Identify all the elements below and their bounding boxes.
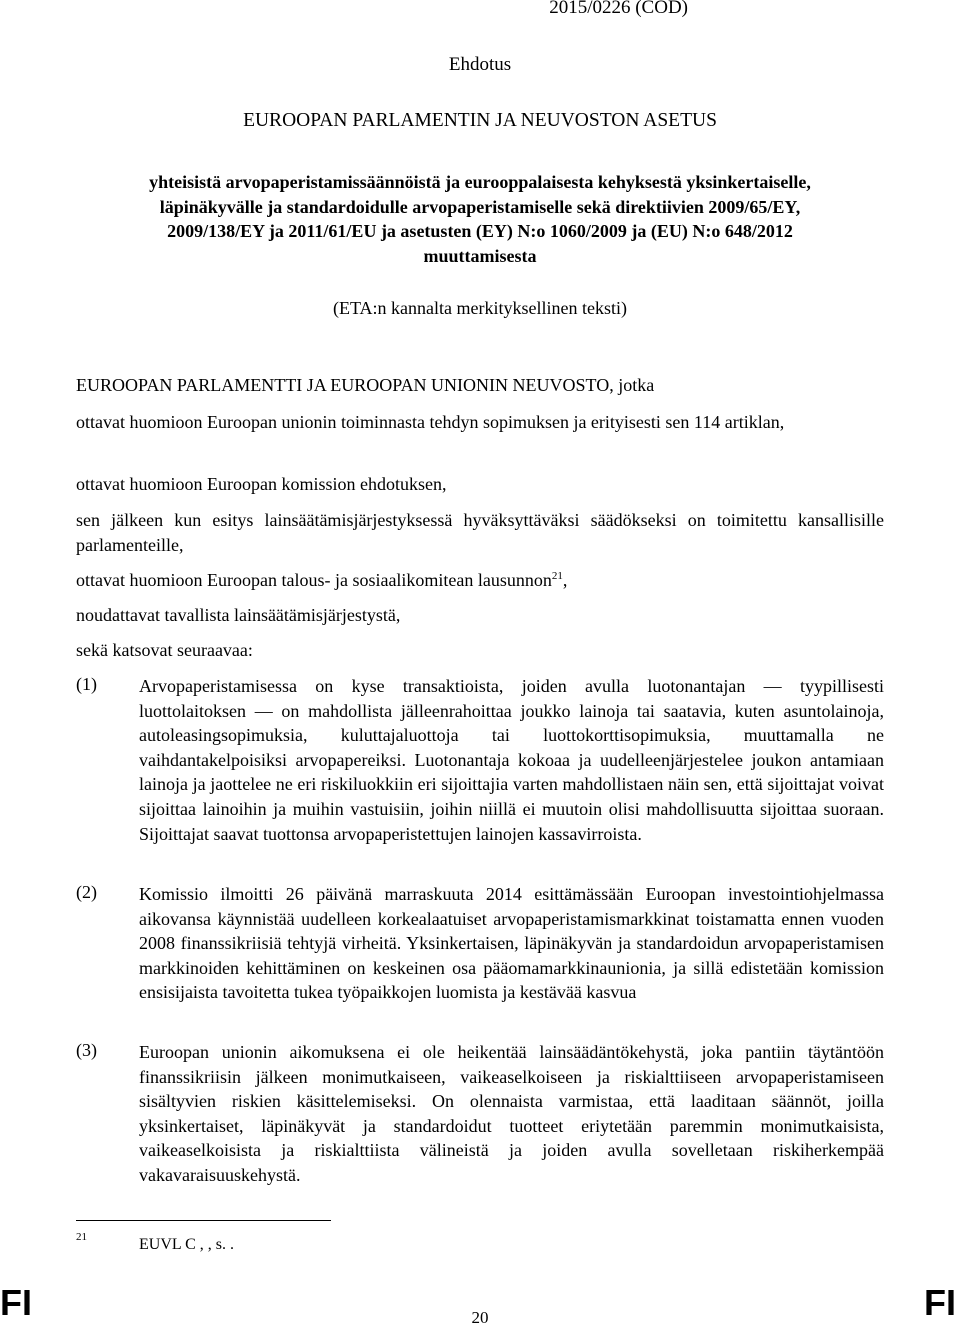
subtitle-line: 2009/138/EY ja 2011/61/EU ja asetusten (EY) N:o 1060/2009 ja (EU) N:o 648/2012 <box>167 221 793 241</box>
subtitle-line: muuttamisesta <box>423 245 537 266</box>
citation: ottavat huomioon Euroopan unionin toiminnasta tehdyn sopimuksen ja erityisesti sen 114 artiklan, <box>76 412 785 432</box>
footnote-number: 21 <box>76 1231 87 1243</box>
recital-text: Arvopaperistamisessa on kyse transaktioista, joiden avulla luotonantajan — tyypillisesti luottolaitoksen — on mahdollista jälleenrahoittaa joukko lainoja tai saatavia, kuten asuntolainoja, autoleasingsopimuksia, kuluttajaluottoja tai luottokorttisopimuksia, muuttamalla ne vaihdantakelpoisiksi arvopapereiksi. Luotonantaja kokoaa ja uudelleenjärjestelee joukon antamiaan lainoja ja jaottelee ne eri riskiluokkiin eri sijoittajia varten mahdollistaen näin sen, että sijoittajat voivat sijoittaa lainoihin ja muihin vastuisiin, joihin niillä ei muutoin olisi mahdollisuutta sijoittaa suoraan. Sijoittajat saavat tuottonsa arvopaperistettujen lainojen kassavirroista. <box>139 676 884 844</box>
recital-number: (2) <box>76 882 97 902</box>
citation: noudattavat tavallista lainsäätämisjärjestystä, <box>76 605 401 625</box>
citation: sekä katsovat seuraavaa: <box>76 640 253 660</box>
recital-number: (3) <box>76 1040 97 1060</box>
footer-language-right: FI <box>924 1282 956 1323</box>
footnote-text: EUVL C , , s. . <box>139 1236 234 1253</box>
citation-text: ottavat huomioon Euroopan talous- ja sosiaalikomitean lausunnon <box>76 570 552 590</box>
document-reference: 2015/0226 (COD) <box>549 0 688 18</box>
document-title: EUROOPAN PARLAMENTIN JA NEUVOSTON ASETUS <box>243 110 717 131</box>
footnote-reference[interactable]: 21 <box>551 570 563 582</box>
recital-number: (1) <box>76 674 97 694</box>
recital-text: Komissio ilmoitti 26 päivänä marraskuuta 2014 esittämässään Euroopan investointiohjelmassa aikovansa käynnistää uudelleen korkealaatuiset arvopaperistamismarkkinat toistamatta ennen vuoden 2008 finanssikriisiä tehtyjä virheitä. Yksinkertaisen, läpinäkyvän ja standardoidun arvopaperistamisen markkinoiden kehittäminen on keskeinen osa pääomamarkkinaunionia, ja sillä edistetään komission ensisijaista tavoitetta tukea työpaikkojen luomista ja kestävää kasvua <box>139 884 884 1003</box>
citation: sen jälkeen kun esitys lainsäätämisjärjestyksessä hyväksyttäväksi säädökseksi on toimitettu kansallisille parlamenteille, <box>76 510 884 555</box>
proposal-label: Ehdotus <box>448 54 512 75</box>
citation-punctuation: , <box>562 570 568 590</box>
footnote-divider <box>76 1220 331 1221</box>
eea-relevance-note: (ETA:n kannalta merkityksellinen teksti) <box>333 298 627 318</box>
enacting-formula: EUROOPAN PARLAMENTTI JA EUROOPAN UNIONIN NEUVOSTO, jotka <box>76 375 655 395</box>
subtitle-line: läpinäkyvälle ja standardoidulle arvopaperistamiselle sekä direktiivien 2009/65/EY, <box>159 196 801 217</box>
citation <box>76 568 884 593</box>
recital-text: Euroopan unionin aikomuksena ei ole heikentää lainsäädäntökehystä, joka pantiin täytäntöön finanssikriisin jälkeen monimutkaiseen, vaikeaselkoiseen ja riskialttiiseen arvopaperistamiseen sisältyvien riskien käsittelemiseksi. On olennaista varmistaa, että laaditaan säännöt, joilla yksinkertaiset, läpinäkyvät ja standardoidut tuotteet eriytetään paremmin monimutkaisista, vaikeaselkoisista ja riskialttiista välineistä ja joiden avulla sovelletaan riskiherkempää vakavaraisuuskehystä. <box>139 1042 884 1185</box>
document-subtitle <box>80 170 880 268</box>
footer-language-left: FI <box>0 1282 32 1323</box>
citation: ottavat huomioon Euroopan komission ehdotuksen, <box>76 474 447 494</box>
page-number: 20 <box>471 1308 489 1327</box>
subtitle-line: yhteisistä arvopaperistamissäännöistä ja eurooppalaisesta kehyksestä yksinkertaiselle, <box>149 172 811 192</box>
